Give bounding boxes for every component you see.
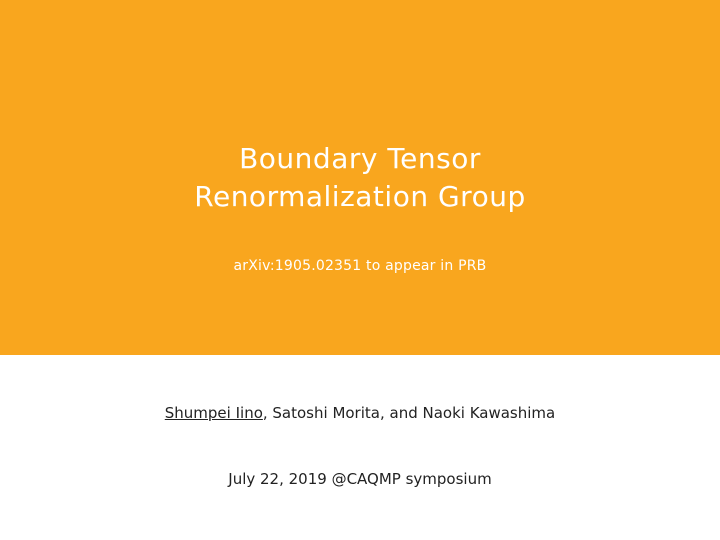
arxiv-reference: arXiv:1905.02351 to appear in PRB	[233, 258, 487, 274]
title-line-2: Renormalization Group	[194, 180, 526, 213]
date-and-event: July 22, 2019 @CAQMP symposium	[228, 470, 492, 488]
coauthor-names: , Satoshi Morita, and Naoki Kawashima	[262, 404, 556, 422]
author-list	[0, 402, 720, 424]
presenter-name: Shumpei Iino	[164, 404, 263, 422]
title-line-1: Boundary Tensor	[239, 142, 481, 175]
slide-title	[0, 140, 720, 216]
